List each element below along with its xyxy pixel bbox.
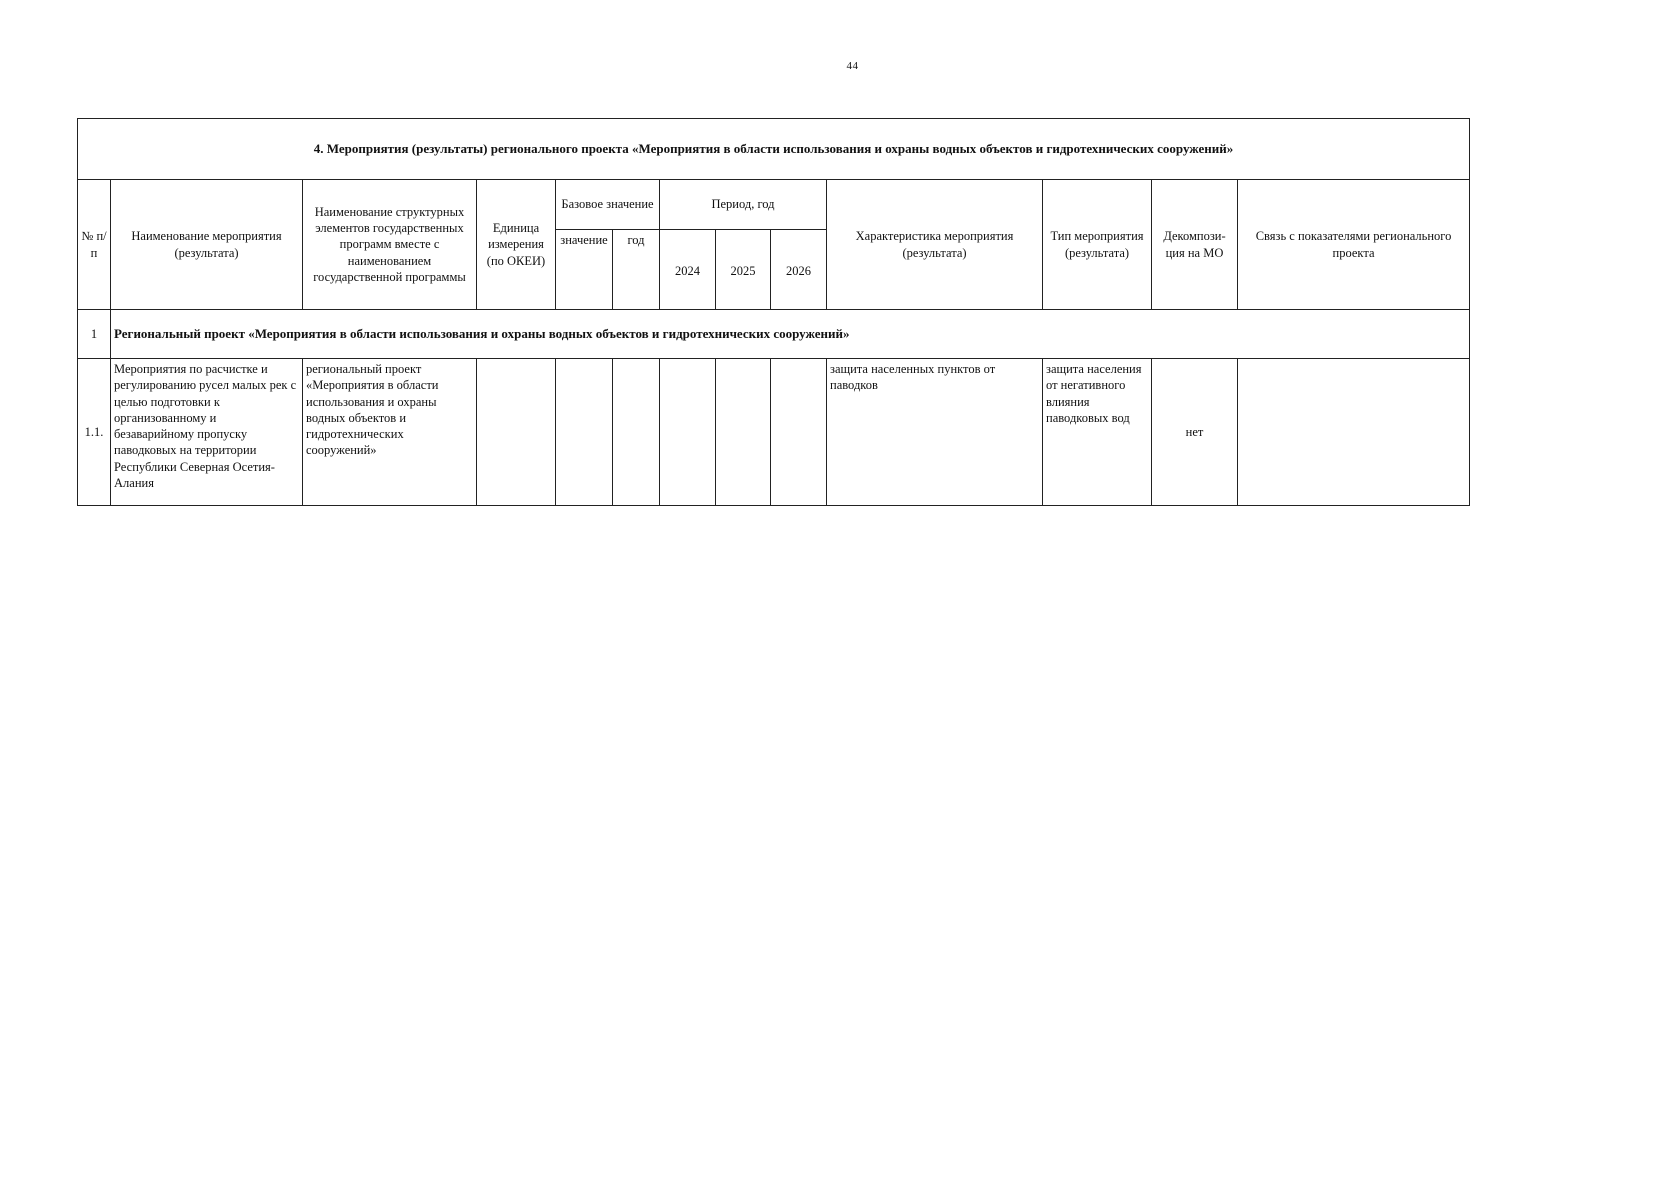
row-characteristic: защита населенных пунктов от паводков xyxy=(827,359,1043,506)
row-value-2025 xyxy=(716,359,771,506)
header-characteristic: Характеристика мероприятия (результата) xyxy=(827,180,1043,310)
header-unit: Единица измерения (по ОКЕИ) xyxy=(477,180,556,310)
row-unit xyxy=(477,359,556,506)
header-num: № п/п xyxy=(78,180,111,310)
row-num: 1.1. xyxy=(78,359,111,506)
table-title: 4. Мероприятия (результаты) регионального проекта «Мероприятия в области использования и охраны водных объектов и гидротехнических сооружений» xyxy=(78,119,1470,180)
table-row xyxy=(78,359,1470,506)
row-structural: региональный проект «Мероприятия в области использования и охраны водных объектов и гидротехнических сооружений» xyxy=(303,359,477,506)
row-link xyxy=(1238,359,1470,506)
section-label: Региональный проект «Мероприятия в области использования и охраны водных объектов и гидротехнических сооружений» xyxy=(111,310,1470,359)
row-base-year xyxy=(613,359,660,506)
header-structural: Наименование структурных элементов государственных программ вместе с наименованием государственной программы xyxy=(303,180,477,310)
header-link: Связь с показателями регионального проекта xyxy=(1238,180,1470,310)
row-value-2026 xyxy=(771,359,827,506)
header-name: Наименование мероприятия (результата) xyxy=(111,180,303,310)
page-number: 44 xyxy=(846,60,859,72)
header-year-2025: 2025 xyxy=(716,230,771,310)
row-value-2024 xyxy=(660,359,716,506)
header-base-value-value: значение xyxy=(556,230,613,310)
row-name: Мероприятия по расчистке и регулированию русел малых рек с целью подготовки к организованному и безаварийному пропуску паводковых на территории Республики Северная Осетия-Алания xyxy=(111,359,303,506)
document-table-wrapper xyxy=(77,118,1469,506)
section-row xyxy=(78,310,1470,359)
header-year-2024: 2024 xyxy=(660,230,716,310)
header-year-2026: 2026 xyxy=(771,230,827,310)
title-row xyxy=(78,119,1470,180)
header-row-1 xyxy=(78,180,1470,230)
regional-project-table xyxy=(77,118,1470,506)
header-type: Тип мероприятия (результата) xyxy=(1043,180,1152,310)
row-decomposition: нет xyxy=(1152,359,1238,506)
row-type: защита населения от негативного влияния паводковых вод xyxy=(1043,359,1152,506)
section-num: 1 xyxy=(78,310,111,359)
header-decomposition: Декомпози-ция на МО xyxy=(1152,180,1238,310)
header-period: Период, год xyxy=(660,180,827,230)
header-base-value: Базовое значение xyxy=(556,180,660,230)
header-base-value-year: год xyxy=(613,230,660,310)
row-base-value xyxy=(556,359,613,506)
